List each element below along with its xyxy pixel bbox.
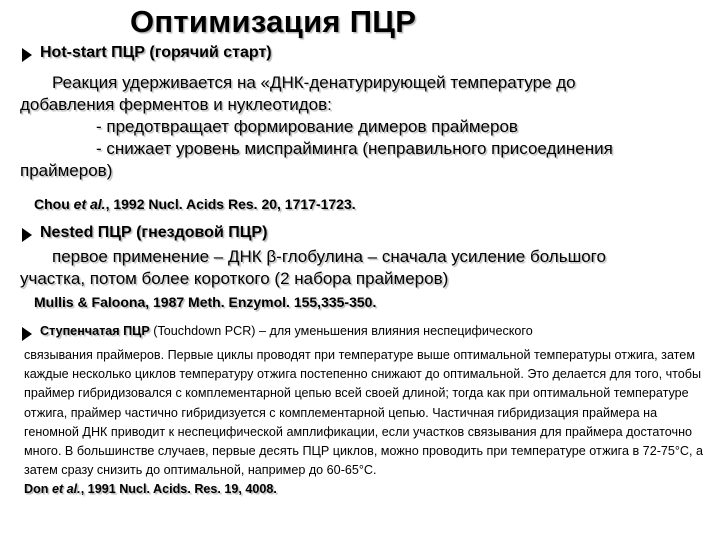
heading-text: Ступенчатая ПЦР (40, 324, 150, 338)
body-line: добавления ферментов и нуклеотидов: (20, 95, 332, 114)
body-line: праймеров) (20, 161, 113, 180)
body-line: участка, потом более короткого (2 набора праймеров) (20, 269, 449, 288)
heading-rest: – для уменьшения влияния неспецифического (255, 324, 533, 338)
body-line: - снижает уровень миспрайминга (неправильного присоединения (96, 139, 613, 158)
ref-author: Chou (34, 196, 70, 212)
heading-text: Nested ПЦР (гнездовой ПЦР) (40, 224, 268, 241)
ref-etal: et al. (73, 196, 106, 212)
page-title: Оптимизация ПЦР (130, 4, 417, 39)
bullet-triangle-icon (22, 228, 32, 242)
bullet-triangle-icon (22, 327, 32, 341)
heading-text: Hot-start ПЦР (горячий старт) (40, 44, 272, 61)
body-line: - предотвращает формирование димеров праймеров (96, 117, 518, 136)
body-line: Реакция удерживается на «ДНК-денатурирующей температуре до (52, 73, 576, 92)
section-nested-heading (22, 224, 267, 242)
section-nested-body (20, 246, 710, 290)
ref-rest: , 1992 Nucl. Acids Res. 20, 1717-1723. (105, 196, 356, 212)
section-touchdown-heading (22, 324, 533, 341)
body-line: первое применение – ДНК β-глобулина – сначала усиление большого (52, 247, 606, 266)
section-hot-start-body (20, 72, 710, 182)
reference-don (24, 482, 277, 496)
reference-mullis (30, 294, 376, 310)
paragraph-text: связывания праймеров. Первые циклы проводят при температуре выше оптимальной температуры отжига, затем каждые несколько циклов температуру отжига постепенно снижают до оптимальной. Это делается для того, чтобы праймер гибридизовался с комплементарной цепью всей своей длиной; тогда как при оптимальной температуре отжига, праймер частично гибридизуется с комплементарной цепью. Частичная гибридизация праймера на геномной ДНК приводит к неспецифической амплификации, если участков связывания для праймера достаточно много. В большинстве случаев, первые десять ПЦР циклов, можно проводить при температуре отжига в 72-75°C, а затем сразу снизить до оптимальной, например до 60-65°C. (24, 348, 704, 478)
ref-rest: , 1991 Nucl. Acids. Res. 19, 4008. (80, 482, 277, 497)
bullet-triangle-icon (22, 48, 32, 62)
heading-paren: (Touchdown PCR) (149, 324, 256, 338)
ref-text: Mullis & Faloona, 1987 Meth. Enzymol. 155,335-350. (34, 294, 377, 310)
reference-chou (30, 196, 356, 212)
ref-etal: et al. (51, 482, 81, 497)
section-touchdown-paragraph (24, 346, 714, 500)
ref-author: Don (24, 482, 49, 497)
section-hot-start-heading (22, 44, 272, 62)
